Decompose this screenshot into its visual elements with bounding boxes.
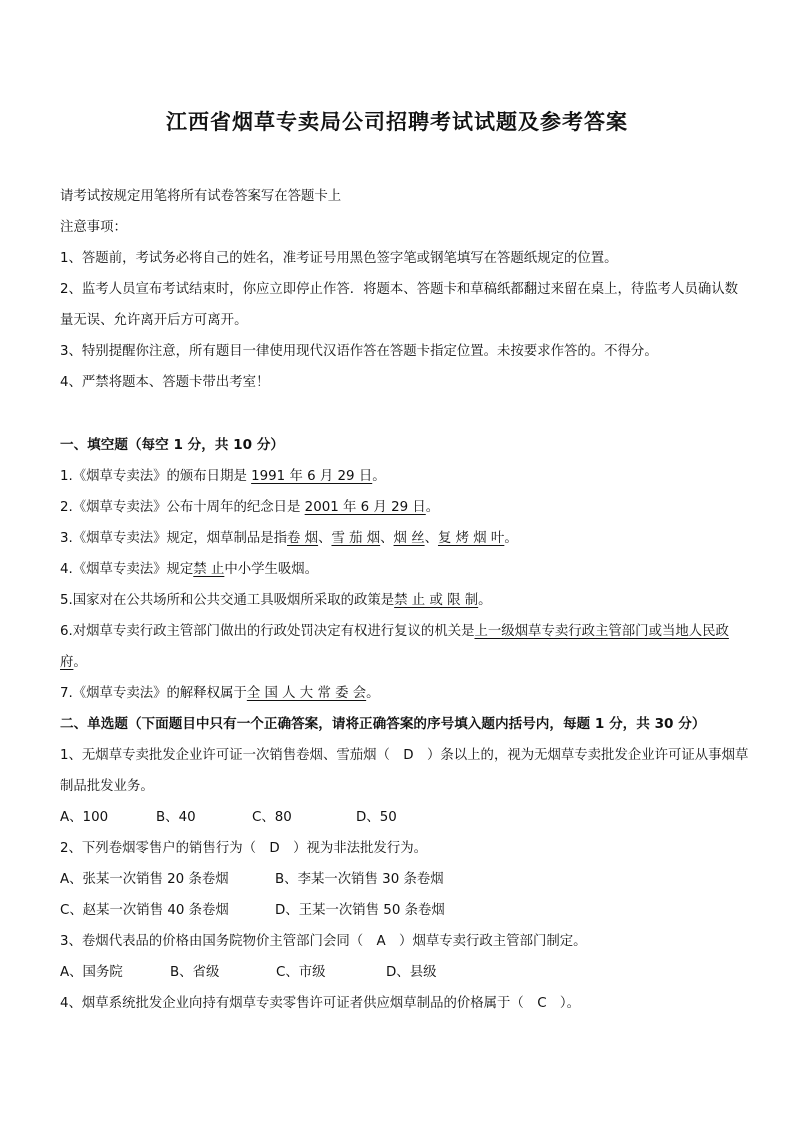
answer-blank: 全 国 人 大 常 委 会 bbox=[246, 686, 367, 701]
option-b: B、40 bbox=[156, 810, 196, 825]
notice-item-3: 3、特别提醒你注意，所有题目一律使用现代汉语作答在答题卡指定位置。未按要求作答的。不得分。 bbox=[60, 344, 658, 359]
notice-item-2: 2、监考人员宣布考试结束时，你应立即停止作答．将题本、答题卡和草稿纸都翻过来留在桌上，待监考人员确认数量无误、允许离开后方可离开。 bbox=[60, 282, 739, 328]
answer-blank: 卷 烟 bbox=[287, 531, 319, 546]
answer-blank: 烟 丝 bbox=[393, 531, 425, 546]
answer-blank: 禁 止 bbox=[193, 562, 225, 577]
section-1-heading: 一、填空题（每空 1 分，共 10 分） bbox=[60, 437, 285, 453]
notice-item-1: 1、答题前，考试务必将自己的姓名，准考证号用黑色签字笔或钢笔填写在答题纸规定的位置。 bbox=[60, 251, 618, 266]
option-d: D、王某一次销售 50 条卷烟 bbox=[275, 903, 445, 918]
question-text: 5.国家对在公共场所和公共交通工具吸烟所采取的政策是 bbox=[60, 593, 395, 608]
option-a: A、国务院 bbox=[60, 965, 123, 980]
option-c: C、市级 bbox=[276, 965, 326, 980]
notice-label: 注意事项： bbox=[60, 220, 127, 235]
instructions-intro: 请考试按规定用笔将所有试卷答案写在答题卡上 bbox=[60, 189, 342, 204]
separator: 、 bbox=[424, 531, 438, 546]
choice-options-2b bbox=[60, 895, 750, 926]
question-suffix: 。 bbox=[478, 593, 492, 608]
option-d: D、县级 bbox=[386, 965, 437, 980]
question-suffix: 中小学生吸烟。 bbox=[224, 562, 319, 577]
answer-blank: 2001 年 6 月 29 日 bbox=[304, 500, 426, 515]
question-text: 7.《烟草专卖法》的解释权属于 bbox=[60, 686, 247, 701]
choice-question-2: 2、下列卷烟零售户的销售行为（ D ）视为非法批发行为。 bbox=[60, 841, 427, 856]
choice-question-3: 3、卷烟代表品的价格由国务院物价主管部门会同（ A ）烟草专卖行政主管部门制定。 bbox=[60, 934, 587, 949]
document-title: 江西省烟草专卖局公司招聘考试试题及参考答案 bbox=[166, 109, 628, 134]
option-c: C、赵某一次销售 40 条卷烟 bbox=[60, 903, 229, 918]
question-suffix: 。 bbox=[504, 531, 518, 546]
fill-question-1 bbox=[60, 461, 750, 492]
fill-question-3 bbox=[60, 523, 750, 554]
question-suffix: 。 bbox=[366, 686, 380, 701]
separator: 、 bbox=[318, 531, 332, 546]
section-spacer bbox=[60, 398, 750, 430]
option-d: D、50 bbox=[356, 810, 397, 825]
fill-question-7 bbox=[60, 678, 750, 709]
answer-blank: 禁 止 或 限 制 bbox=[394, 593, 479, 608]
question-text: 4.《烟草专卖法》规定 bbox=[60, 562, 194, 577]
section-2-heading: 二、单选题（下面题目中只有一个正确答案，请将正确答案的序号填入题内括号内，每题 1 分，共 30 分） bbox=[60, 716, 706, 732]
separator: 、 bbox=[380, 531, 394, 546]
choice-options-3 bbox=[60, 957, 750, 988]
fill-question-2 bbox=[60, 492, 750, 523]
answer-blank: 上一级烟草专卖行政主管部门或当地人民政府 bbox=[60, 624, 729, 670]
choice-options-2a bbox=[60, 864, 750, 895]
option-a: A、100 bbox=[60, 810, 109, 825]
document-body bbox=[60, 181, 750, 1019]
question-text: 1.《烟草专卖法》的颁布日期是 bbox=[60, 469, 252, 484]
question-text: 6.对烟草专卖行政主管部门做出的行政处罚决定有权进行复议的机关是 bbox=[60, 624, 475, 639]
choice-question-4: 4、烟草系统批发企业向持有烟草专卖零售许可证者供应烟草制品的价格属于（ C ）。 bbox=[60, 996, 581, 1011]
choice-question-1: 1、无烟草专卖批发企业许可证一次销售卷烟、雪茄烟（ D ）条以上的，视为无烟草专卖批发企业许可证从事烟草制品批发业务。 bbox=[60, 748, 749, 794]
option-a: A、张某一次销售 20 条卷烟 bbox=[60, 872, 229, 887]
fill-question-6 bbox=[60, 616, 750, 678]
answer-blank: 雪 茄 烟 bbox=[331, 531, 381, 546]
option-b: B、省级 bbox=[170, 965, 220, 980]
question-text: 2.《烟草专卖法》公布十周年的纪念日是 bbox=[60, 500, 305, 515]
question-suffix: 。 bbox=[73, 655, 87, 670]
option-c: C、80 bbox=[252, 810, 292, 825]
fill-question-4 bbox=[60, 554, 750, 585]
notice-item-4: 4、严禁将题本、答题卡带出考室！ bbox=[60, 375, 270, 390]
answer-blank: 复 烤 烟 叶 bbox=[437, 531, 505, 546]
choice-options-1 bbox=[60, 802, 750, 833]
question-suffix: 。 bbox=[372, 469, 386, 484]
answer-blank: 1991 年 6 月 29 日 bbox=[251, 469, 373, 484]
option-b: B、李某一次销售 30 条卷烟 bbox=[275, 872, 444, 887]
fill-question-5 bbox=[60, 585, 750, 616]
question-suffix: 。 bbox=[425, 500, 440, 515]
question-text: 3.《烟草专卖法》规定，烟草制品是指 bbox=[60, 531, 288, 546]
